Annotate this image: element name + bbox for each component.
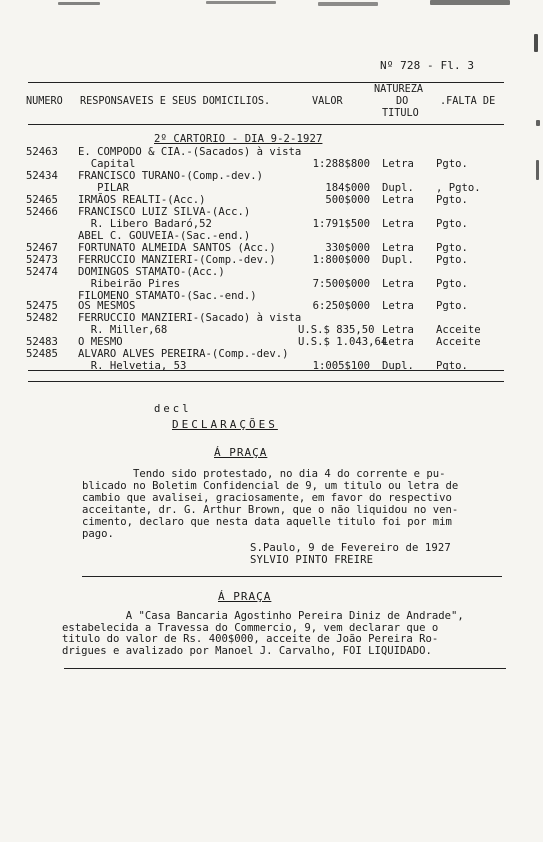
stray-text: decl — [154, 403, 192, 415]
entry-party: R. Miller,68 — [78, 324, 168, 336]
declarations-subtitle: Á PRAÇA — [214, 446, 268, 459]
table-row — [0, 348, 543, 360]
declaration-line: pago. — [82, 528, 114, 540]
table-row — [0, 170, 543, 182]
declaration-line: Tendo sido protestado, no dia 4 do corrente e pu- — [82, 468, 446, 480]
entry-nature: Letra — [382, 324, 414, 336]
entry-party: R. Libero Badaró,52 — [78, 218, 212, 230]
entry-number: 52485 — [26, 348, 58, 360]
declaration-place-date: S.Paulo, 9 de Fevereiro de 1927 — [250, 542, 451, 554]
entry-nature: Letra — [382, 218, 414, 230]
entry-party: R. Helvetia, 53 — [78, 360, 187, 372]
table-row — [0, 218, 543, 230]
entry-number: 52483 — [26, 336, 58, 348]
header-top-rule — [28, 82, 504, 83]
table-row — [0, 206, 543, 218]
entry-number: 52474 — [26, 266, 58, 278]
entry-party: E. COMPODO & CIA.-(Sacados) à vista — [78, 146, 302, 158]
table-bottom-rule — [28, 370, 504, 371]
entry-number: 52463 — [26, 146, 58, 158]
header-valor: VALOR — [312, 96, 343, 107]
scan-speck — [430, 0, 510, 5]
entry-number: 52482 — [26, 312, 58, 324]
entry-value: 1:288$800 — [312, 158, 370, 170]
entry-reason: Pgto. — [436, 300, 468, 312]
table-row — [0, 182, 543, 194]
declaration-line: cambio que avalisei, graciosamente, em favor do respectivo — [82, 492, 452, 504]
entry-party: ABEL C. GOUVEIA-(Sac.-end.) — [78, 230, 251, 242]
notice-line: A "Casa Bancaria Agostinho Pereira Diniz de Andrade", — [62, 610, 464, 622]
section-heading: 2º CARTORIO - DIA 9-2-1927 — [154, 133, 323, 145]
entry-party: O MESMO — [78, 336, 123, 348]
entry-party: PILAR — [78, 182, 130, 194]
declaration-signature: SYLVIO PINTO FREIRE — [250, 554, 374, 566]
table-row — [0, 242, 543, 254]
entry-value: 330$000 — [325, 242, 370, 254]
section-divider — [82, 576, 502, 577]
entry-reason: Pgto. — [436, 158, 468, 170]
entry-reason: Pgto. — [436, 278, 468, 290]
entry-value: 1:791$500 — [312, 218, 370, 230]
declarations-title: DECLARAÇÕES — [172, 418, 278, 431]
header-numero: NUMERO — [26, 96, 63, 107]
header-natureza-1: NATUREZA — [374, 84, 424, 95]
entry-nature: Dupl. — [382, 182, 414, 194]
entry-party: FERRUCCIO MANZIERI-(Sacado) à vista — [78, 312, 302, 324]
entry-reason: Pgto. — [436, 360, 468, 372]
entry-party: FERRUCCIO MANZIERI-(Comp.-dev.) — [78, 254, 276, 266]
entry-nature: Letra — [382, 300, 414, 312]
header-natureza-3: TITULO — [382, 108, 419, 119]
entry-value: 7:500$000 — [312, 278, 370, 290]
entry-nature: Letra — [382, 278, 414, 290]
folio-number: Nº 728 - Fl. 3 — [380, 59, 475, 72]
entry-nature: Dupl. — [382, 360, 414, 372]
entry-nature: Letra — [382, 194, 414, 206]
entry-party: FILOMENO STAMATO-(Sac.-end.) — [78, 290, 257, 302]
scan-speck — [318, 2, 378, 6]
entry-number: 52473 — [26, 254, 58, 266]
table-row — [0, 336, 543, 348]
entry-number: 52475 — [26, 300, 58, 312]
entry-reason: Pgto. — [436, 254, 468, 266]
notice-title: Á PRAÇA — [218, 590, 272, 603]
entry-reason: Pgto. — [436, 242, 468, 254]
entry-nature: Dupl. — [382, 254, 414, 266]
entry-number: 52467 — [26, 242, 58, 254]
declaration-line: blicado no Boletim Confidencial de 9, um titulo ou letra de — [82, 480, 459, 492]
entry-party: FRANCISCO LUIZ SILVA-(Acc.) — [78, 206, 251, 218]
table-row — [0, 158, 543, 170]
table-row — [0, 300, 543, 312]
scan-speck — [534, 34, 538, 52]
entry-reason: , Pgto. — [436, 182, 481, 194]
scan-speck — [536, 120, 540, 126]
entry-value: 1:800$000 — [312, 254, 370, 266]
table-row — [0, 266, 543, 278]
table-bottom-rule-2 — [28, 381, 504, 382]
entry-party: DOMINGOS STAMATO-(Acc.) — [78, 266, 225, 278]
entry-value: 1:005$100 — [312, 360, 370, 372]
entry-value: 500$000 — [325, 194, 370, 206]
notice-line: drigues e avalizado por Manoel J. Carvalho, FOI LIQUIDADO. — [62, 644, 432, 657]
entry-number: 52465 — [26, 194, 58, 206]
declaration-line: cimento, declaro que nesta data aquelle titulo foi por mim — [82, 516, 452, 528]
entry-party: FORTUNATO ALMEIDA SANTOS (Acc.) — [78, 242, 276, 254]
table-row — [0, 194, 543, 206]
table-row — [0, 312, 543, 324]
entry-party: OS MESMOS — [78, 300, 136, 312]
table-row — [0, 324, 543, 336]
scan-speck — [206, 1, 276, 4]
entry-reason: Acceite — [436, 324, 481, 336]
entry-reason: Pgto. — [436, 218, 468, 230]
table-row — [0, 146, 543, 158]
notice-line: estabelecida a Travessa do Commercio, 9, vem declarar que o — [62, 621, 439, 634]
entry-reason: Pgto. — [436, 194, 468, 206]
entry-party: ALVARO ALVES PEREIRA-(Comp.-dev.) — [78, 348, 289, 360]
declaration-line: acceitante, dr. G. Arthur Brown, que o não liquidou no ven- — [82, 504, 459, 516]
entry-party: FRANCISCO TURANO-(Comp.-dev.) — [78, 170, 263, 182]
entry-value: 184$000 — [325, 182, 370, 194]
scan-speck — [58, 2, 100, 5]
entry-nature: Letra — [382, 242, 414, 254]
entry-reason: Acceite — [436, 336, 481, 348]
entry-nature: Letra — [382, 158, 414, 170]
header-natureza-2: DO — [396, 96, 409, 107]
entry-value: 6:250$000 — [312, 300, 370, 312]
table-row — [0, 254, 543, 266]
table-row — [0, 230, 543, 242]
notice-line: titulo do valor de Rs. 400$000, acceite de João Pereira Ro- — [62, 633, 439, 645]
entry-party: Capital — [78, 158, 136, 170]
header-responsaveis: RESPONSAVEIS E SEUS DOMICILIOS. — [80, 96, 271, 107]
entry-number: 52466 — [26, 206, 58, 218]
footer-rule — [64, 668, 506, 669]
header-falta: .FALTA DE — [440, 96, 496, 107]
entry-party: IRMÃOS REALTI-(Acc.) — [78, 194, 206, 206]
entry-nature: Letra — [382, 336, 414, 348]
entry-value: U.S.$ 835,50 — [298, 324, 375, 336]
entry-number: 52434 — [26, 170, 58, 182]
entry-value: U.S.$ 1.043,64 — [298, 336, 388, 348]
entry-party: Ribeirão Pires — [78, 278, 181, 290]
table-row — [0, 278, 543, 290]
